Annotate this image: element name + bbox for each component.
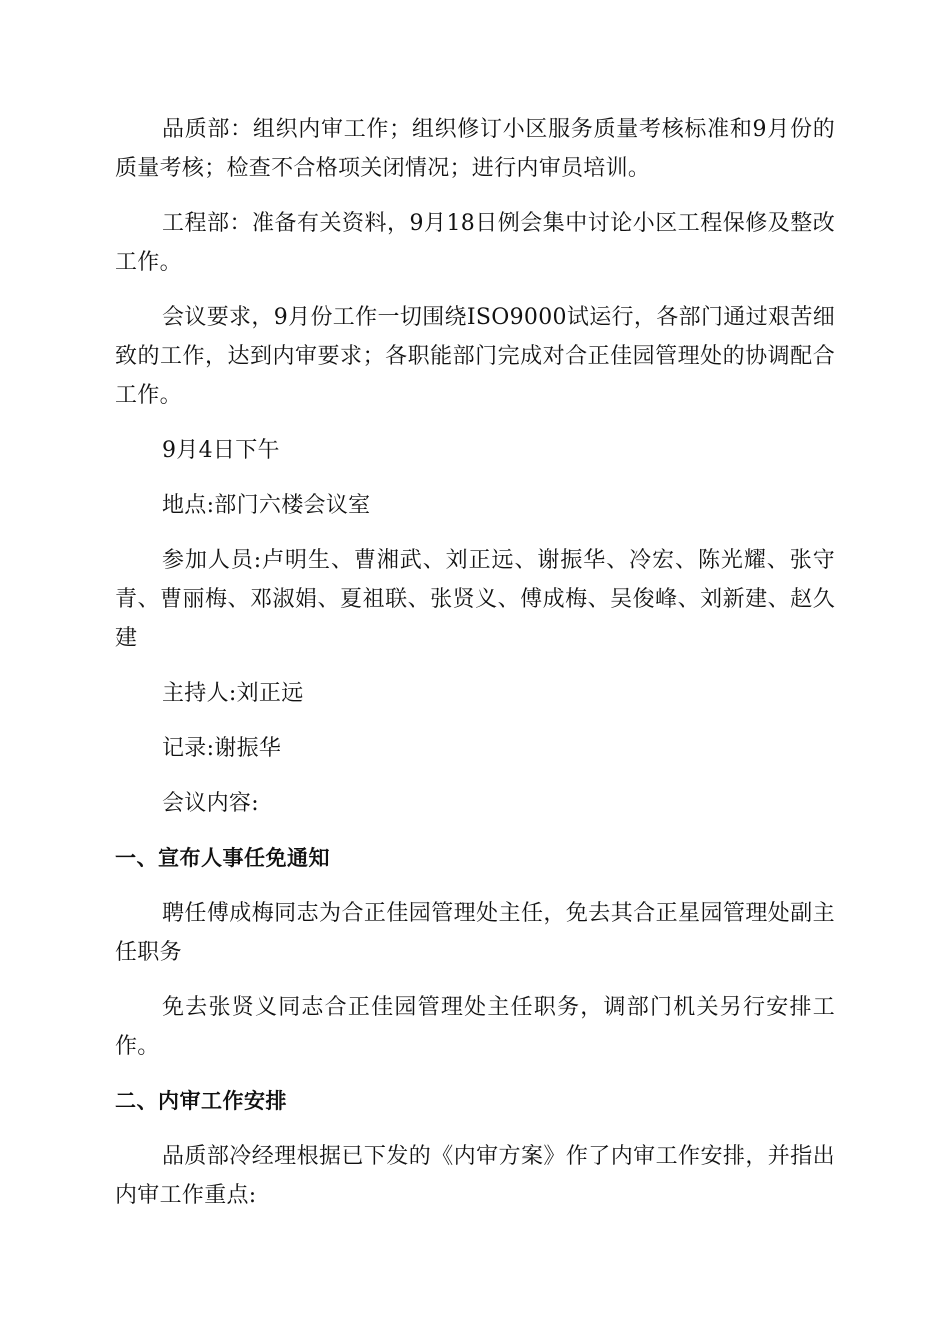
paragraph-quality-dept: 品质部：组织内审工作；组织修订小区服务质量考核标准和9月份的质量考核；检查不合格项关闭情况；进行内审员培训。 (115, 117, 835, 181)
meeting-location: 地点:部门六楼会议室 (162, 493, 371, 518)
meeting-attendees: 参加人员:卢明生、曹湘武、刘正远、谢振华、冷宏、陈光耀、张守青、曹丽梅、邓淑娟、夏祖联、张贤义、傅成梅、吴俊峰、刘新建、赵久建 (115, 548, 835, 651)
paragraph-meeting-requirements: 会议要求，9月份工作一切围绕ISO9000试运行，各部门通过艰苦细致的工作，达到内审要求；各职能部门完成对合正佳园管理处的协调配合工作。 (115, 305, 835, 408)
paragraph-audit-arrangement: 品质部冷经理根据已下发的《内审方案》作了内审工作安排，并指出内审工作重点: (115, 1144, 835, 1208)
paragraph-engineering-dept: 工程部：准备有关资料，9月18日例会集中讨论小区工程保修及整改工作。 (115, 211, 835, 275)
meeting-host: 主持人:刘正远 (162, 681, 304, 706)
paragraph-appointment: 聘任傅成梅同志为合正佳园管理处主任，免去其合正星园管理处副主任职务 (115, 901, 835, 965)
paragraph-dismissal: 免去张贤义同志合正佳园管理处主任职务，调部门机关另行安排工作。 (115, 995, 835, 1059)
meeting-content-label: 会议内容: (162, 791, 259, 816)
section-heading-internal-audit: 二、内审工作安排 (115, 1089, 287, 1113)
section-heading-personnel: 一、宣布人事任免通知 (115, 846, 330, 870)
meeting-date: 9月4日下午 (162, 438, 280, 463)
document-page (115, 110, 835, 1231)
meeting-recorder: 记录:谢振华 (162, 736, 282, 761)
